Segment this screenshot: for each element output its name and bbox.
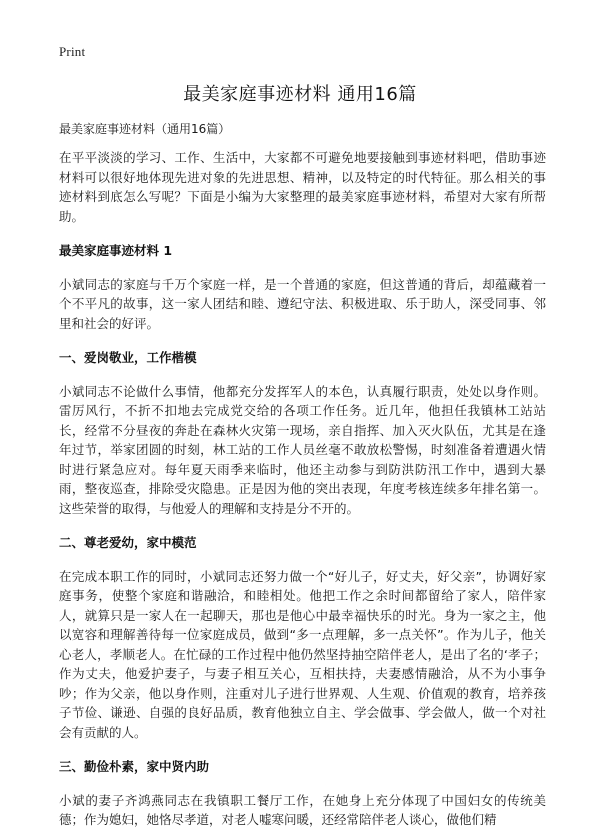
part3-heading: 三、勤俭朴素，家中贤内助	[59, 759, 210, 774]
section-heading: 最美家庭事迹材料 1	[59, 243, 173, 258]
intro-paragraph: 在平平淡淡的学习、工作、生活中，大家都不可避免地要接触到事迹材料吧，借助事迹材料可以很好地体现先进对象的先进思想、精神，以及特定的时代特征。那么相关的事迹材料到底怎么写呢？下面是小编为大家整理的最美家庭事迹材料，希望对大家有所帮助。	[59, 150, 546, 224]
spacer	[59, 333, 546, 348]
spacer	[59, 368, 546, 382]
section-paragraph: 小斌同志的家庭与千万个家庭一样，是一个普通的家庭，但这普通的背后，却蕴藏着一个不平凡的故事，这一家人团结和睦、遵纪守法、积极进取、乐于助人，深受同事、邻里和社会的好评。	[59, 276, 546, 331]
spacer	[59, 261, 546, 275]
spacer	[59, 553, 546, 567]
spacer	[59, 518, 546, 533]
document-title: 最美家庭事迹材料 通用16篇	[183, 84, 417, 105]
print-label: Print	[59, 44, 86, 59]
part2-paragraph: 在完成本职工作的同时，小斌同志还努力做一个“好儿子，好丈夫，好父亲”，协调好家庭事务，使整个家庭和谐融洽，和睦相处。他把工作之余时间都留给了家人，陪伴家人，就算只是一家人在一起聊天，那也是他心中最幸福快乐的时光。身为一家之主，他以宽容和理解善待每一位家庭成员，做到“多一点理解，多一点关怀”。作为儿子，他关心老人，孝顺老人。在忙碌的工作过程中他仍然坚持抽空陪伴老人，是出了名的‘孝子；作为丈夫，他爱护妻子，与妻子相互关心，互相扶持，夫妻感情融洽，从不为小事争吵；作为父亲，他以身作则，注重对儿子进行世界观、人生观、价值观的教育，培养孩子节俭、谦逊、自强的良好品质，教育他独立自主、学会做事、学会做人，做一个对社会有贡献的人。	[59, 568, 546, 740]
part3-paragraph: 小斌的妻子齐鸿燕同志在我镇职工餐厅工作，在她身上充分体现了中国妇女的传统美德；作为媳妇，她恪尽孝道，对老人嘘寒问暖，还经常陪伴老人谈心，做他们精	[59, 792, 546, 827]
spacer	[59, 226, 546, 241]
document-body	[59, 120, 546, 828]
part1-heading: 一、爱岗敬业，工作楷模	[59, 350, 197, 365]
spacer	[59, 742, 546, 757]
spacer	[59, 777, 546, 791]
document-subtitle: 最美家庭事迹材料（通用16篇）	[59, 122, 231, 136]
part2-heading: 二、尊老爱幼，家中模范	[59, 535, 197, 550]
part1-paragraph: 小斌同志不论做什么事情，他都充分发挥军人的本色，认真履行职责，处处以身作则。雷厉风行，不折不扣地去完成党交给的各项工作任务。近几年，他担任我镇林工站站长，经常不分昼夜的奔赴在森林火灾第一现场，亲自指挥、加入灭火队伍，尤其是在逢年过节，举家团圆的时刻，林工站的工作人员丝毫不敢放松警惕，时刻准备着遭遇火情时进行紧急应对。每年夏天雨季来临时，他还主动参与到防洪防汛工作中，遇到大暴雨，整夜巡查，排除受灾隐患。正是因为他的突出表现，年度考核连续多年排名第一。这些荣誉的取得，与他爱人的理解和支持是分不开的。	[59, 383, 546, 516]
